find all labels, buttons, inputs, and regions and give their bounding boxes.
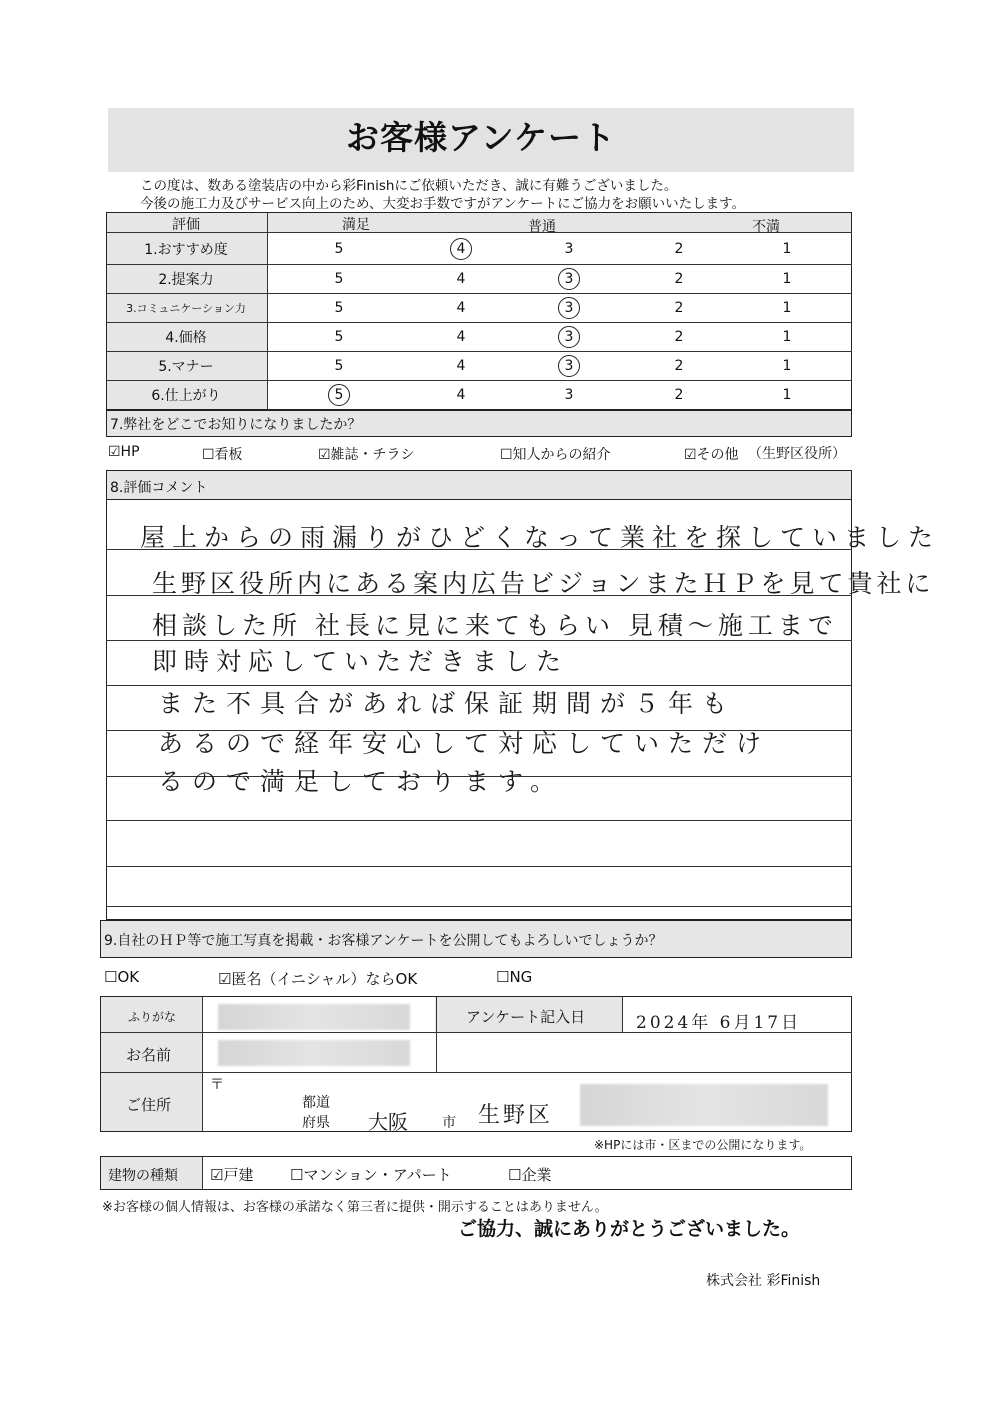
rating-selected-mark: 3 xyxy=(558,326,580,348)
address-note: ※HPには市・区までの公開になります。 xyxy=(594,1138,812,1152)
q7-question: 7.弊社をどこでお知りになりましたか？ xyxy=(110,417,362,433)
rating-option-1[interactable]: 1 xyxy=(782,300,792,316)
rating-option-5[interactable]: 5 xyxy=(334,329,344,345)
q7-option-signboard[interactable]: ☐看板 xyxy=(202,447,243,463)
q7-other-note: （生野区役所） xyxy=(748,446,846,462)
rating-option-2[interactable]: 2 xyxy=(674,241,684,257)
scale-label-mid: 普通 xyxy=(528,219,556,235)
building-label: 建物の種類 xyxy=(108,1168,178,1184)
rating-option-5[interactable]: 5 xyxy=(334,241,344,257)
pref-label-2: 府県 xyxy=(302,1115,330,1131)
rating-option-1[interactable]: 1 xyxy=(782,241,792,257)
q9-option-ng[interactable]: ☐NG xyxy=(496,968,533,986)
rating-option-4[interactable]: 4 xyxy=(456,329,466,345)
privacy-note: ※お客様の個人情報は、お客様の承諾なく第三者に提供・開示することはありません。 xyxy=(102,1200,608,1215)
company-name: 株式会社 彩Finish xyxy=(706,1273,821,1289)
rating-option-5[interactable]: 5 xyxy=(334,300,344,316)
name-redacted xyxy=(218,1040,410,1066)
q9-question: 9.自社のＨＰ等で施工写真を掲載・お客様アンケートを公開してもよろしいでしょうか？ xyxy=(104,933,663,949)
comment-line-5: また不具合があれば保証期間が５年も xyxy=(158,689,737,718)
page-title: お客様アンケート xyxy=(345,118,617,157)
rating-option-1[interactable]: 1 xyxy=(782,387,792,403)
rating-option-4[interactable] xyxy=(446,241,476,260)
thanks-text: ご協力、誠にありがとうございました。 xyxy=(458,1218,801,1240)
rating-option-4[interactable]: 4 xyxy=(456,300,466,316)
comment-line-1: 屋上からの雨漏りがひどくなって業社を探していました xyxy=(140,523,941,552)
rating-option-4[interactable]: 4 xyxy=(456,387,466,403)
q8-question: 8.評価コメント xyxy=(110,480,208,496)
intro-line-1: この度は、数ある塗装店の中から彩Finishにご依頼いただき、誠に有難うございました。 xyxy=(140,178,678,194)
q9-option-anonymous[interactable]: ☑匿名（イニシャル）ならOK xyxy=(218,970,418,988)
rating-option-3[interactable]: 3 xyxy=(564,387,574,403)
furigana-redacted xyxy=(218,1004,410,1030)
rating-row-label: 4.価格 xyxy=(165,330,207,346)
rating-selected-mark: 3 xyxy=(558,268,580,290)
city-label: 市 xyxy=(442,1115,456,1131)
rating-option-1[interactable]: 1 xyxy=(782,329,792,345)
rating-row-label: 5.マナー xyxy=(158,359,214,375)
building-option-apartment[interactable]: ☐マンション・アパート xyxy=(290,1166,452,1184)
postal-mark: 〒 xyxy=(210,1077,224,1093)
comment-line-2: 生野区役所内にある案内広告ビジョンまたＨＰを見て貴社に xyxy=(152,569,935,598)
rating-option-4[interactable]: 4 xyxy=(456,358,466,374)
date-value: 2024年 6月17日 xyxy=(636,1013,802,1033)
scale-label-high: 満足 xyxy=(342,217,370,233)
rating-option-4[interactable]: 4 xyxy=(456,271,466,287)
rating-row-label: 3.コミュニケーション力 xyxy=(126,302,246,315)
q7-option-hp[interactable]: ☑HP xyxy=(108,444,140,460)
rating-selected-mark: 4 xyxy=(450,238,472,260)
rating-option-2[interactable]: 2 xyxy=(674,300,684,316)
q7-option-other[interactable]: ☑その他 xyxy=(684,447,739,463)
ward-value: 生野区 xyxy=(478,1103,554,1128)
rating-option-3[interactable] xyxy=(554,300,584,319)
rating-selected-mark: 3 xyxy=(558,297,580,319)
rating-row-label: 1.おすすめ度 xyxy=(144,242,228,258)
pref-value: 大阪 xyxy=(368,1110,408,1134)
rating-option-3[interactable] xyxy=(554,358,584,377)
pref-label-1: 都道 xyxy=(302,1095,330,1111)
rating-option-3[interactable] xyxy=(554,329,584,348)
building-option-house[interactable]: ☑戸建 xyxy=(210,1166,254,1184)
rating-option-5[interactable]: 5 xyxy=(334,358,344,374)
scale-label-low: 不満 xyxy=(752,219,780,235)
name-label: お名前 xyxy=(126,1046,172,1064)
rating-option-3[interactable] xyxy=(554,271,584,290)
address-label: ご住所 xyxy=(126,1096,172,1114)
q9-option-ok[interactable]: ☐OK xyxy=(104,968,140,986)
rating-option-5[interactable] xyxy=(324,387,354,406)
rating-option-2[interactable]: 2 xyxy=(674,329,684,345)
rating-option-3[interactable]: 3 xyxy=(564,241,574,257)
q7-option-referral[interactable]: ☐知人からの紹介 xyxy=(500,447,611,463)
rating-selected-mark: 5 xyxy=(328,384,350,406)
rating-header-label: 評価 xyxy=(172,217,200,233)
rating-option-1[interactable]: 1 xyxy=(782,271,792,287)
rating-selected-mark: 3 xyxy=(558,355,580,377)
q8-header xyxy=(106,470,852,500)
building-option-company[interactable]: ☐企業 xyxy=(508,1166,552,1184)
address-redacted xyxy=(580,1084,828,1126)
rating-row-label: 6.仕上がり xyxy=(151,388,221,404)
rating-option-1[interactable]: 1 xyxy=(782,358,792,374)
comment-line-6: あるので経年安心して対応していただけ xyxy=(158,729,771,758)
comment-line-3: 相談した所 社長に見に来てもらい 見積〜施工まで xyxy=(152,611,838,640)
rating-row-label: 2.提案力 xyxy=(158,272,214,288)
comment-line-7: るので満足しております。 xyxy=(158,767,565,796)
rating-option-2[interactable]: 2 xyxy=(674,387,684,403)
date-label: アンケート記入日 xyxy=(466,1008,586,1026)
q7-option-magazine[interactable]: ☑雑誌・チラシ xyxy=(318,447,415,463)
rating-option-2[interactable]: 2 xyxy=(674,358,684,374)
comment-line-4: 即時対応していただきました xyxy=(152,647,569,676)
intro-line-2: 今後の施工力及びサービス向上のため、大変お手数ですがアンケートにご協力をお願いいたします。 xyxy=(140,196,746,212)
rating-option-5[interactable]: 5 xyxy=(334,271,344,287)
rating-option-2[interactable]: 2 xyxy=(674,271,684,287)
furigana-label: ふりがな xyxy=(128,1010,177,1024)
